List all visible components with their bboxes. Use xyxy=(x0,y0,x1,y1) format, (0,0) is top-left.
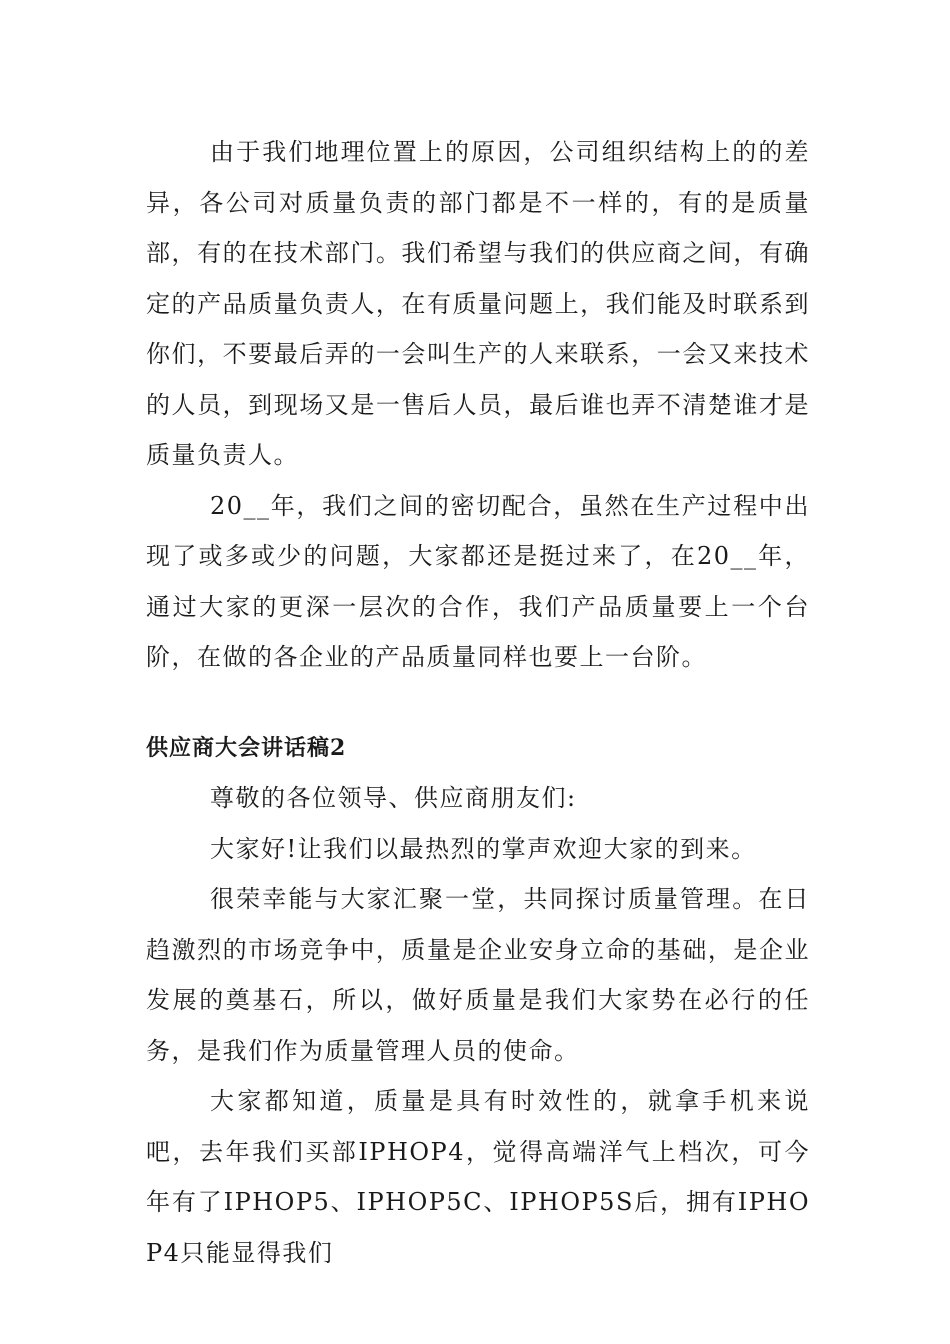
paragraph-quality-importance: 很荣幸能与大家汇聚一堂，共同探讨质量管理。在日趋激烈的市场竞争中，质量是企业安身立命的基础，是企业发展的奠基石，所以，做好质量是我们大家势在必行的任务，是我们作为质量管理人员的使命。 xyxy=(146,885,810,1065)
section-speech-2 xyxy=(146,723,810,1278)
paragraph-cooperation: 20__年，我们之间的密切配合，虽然在生产过程中出现了或多或少的问题，大家都还是挺过来了，在20__年，通过大家的更深一层次的合作，我们产品质量要上一个台阶，在做的各企业的产品质量同样也要上一台阶。 xyxy=(146,491,810,671)
section-intro-continued xyxy=(146,127,810,683)
paragraph-greeting: 尊敬的各位领导、供应商朋友们: xyxy=(210,784,577,812)
paragraph-quality-contact: 由于我们地理位置上的原因，公司组织结构上的的差异，各公司对质量负责的部门都是不一样的，有的是质量部，有的在技术部门。我们希望与我们的供应商之间，有确定的产品质量负责人，在有质量问题上，我们能及时联系到你们，不要最后弄的一会叫生产的人来联系，一会又来技术的人员，到现场又是一售后人员，最后谁也弄不清楚谁才是质量负责人。 xyxy=(146,138,810,469)
paragraph-phone-example: 大家都知道，质量是具有时效性的，就拿手机来说吧，去年我们买部IPHOP4，觉得高端洋气上档次，可今年有了IPHOP5、IPHOP5C、IPHOP5S后，拥有IPHOP4只能显得我们 xyxy=(146,1087,810,1267)
speech-title: 供应商大会讲话稿2 xyxy=(146,735,347,761)
paragraph-welcome: 大家好!让我们以最热烈的掌声欢迎大家的到来。 xyxy=(210,834,757,863)
